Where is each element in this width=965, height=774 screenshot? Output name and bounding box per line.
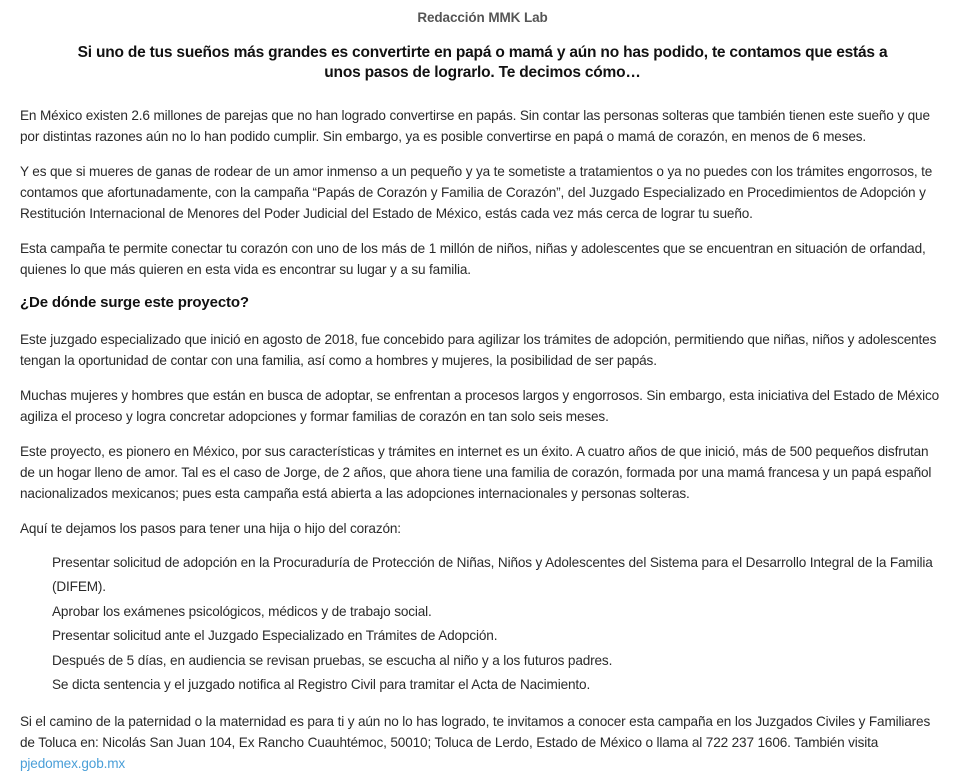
steps-list	[20, 551, 945, 697]
website-link[interactable]: pjedomex.gob.mx	[20, 756, 126, 772]
headline: Si uno de tus sueños más grandes es convertirte en papá o mamá y aún no has podido, te contamos que estás a unos pasos de lograrlo. Te decimos cómo…	[77, 44, 888, 81]
list-item: Presentar solicitud de adopción en la Procuraduría de Protección de Niñas, Niños y Adolescentes del Sistema para el Desarrollo Integral de la Familia (DIFEM).	[52, 555, 933, 595]
paragraph: Aquí te dejamos los pasos para tener una hija o hijo del corazón:	[20, 521, 401, 536]
closing-paragraph	[20, 711, 945, 774]
list-item: Después de 5 días, en audiencia se revisan pruebas, se escucha al niño y a los futuros padres.	[52, 652, 613, 668]
paragraph: Esta campaña te permite conectar tu corazón con uno de los más de 1 millón de niños, niñas y adolescentes que se encuentran en situación de orfandad, quienes lo que más quieren en esta vida es encontrar su lugar y a su familia.	[20, 241, 926, 277]
paragraph: Muchas mujeres y hombres que están en busca de adoptar, se enfrentan a procesos largos y engorrosos. Sin embargo, esta iniciativa del Estado de México agiliza el proceso y logra concretar adopciones y formar familias de corazón en tan solo seis meses.	[20, 388, 940, 424]
paragraph: Este juzgado especializado que inició en agosto de 2018, fue concebido para agilizar los trámites de adopción, permitiendo que niñas, niños y adolescentes tengan la oportunidad de contar con una familia, así como a hombres y mujeres, la posibilidad de ser papás.	[20, 332, 937, 368]
paragraph: En México existen 2.6 millones de parejas que no han logrado convertirse en papás. Sin contar las personas solteras que también tienen este sueño y que por distintas razones aún no lo han podido cumplir. Sin embargo, ya es posible convertirse en papá o mamá de corazón, en menos de 6 meses.	[20, 108, 930, 144]
list-item: Presentar solicitud ante el Juzgado Especializado en Trámites de Adopción.	[52, 628, 498, 644]
section-heading: ¿De dónde surge este proyecto?	[20, 294, 249, 311]
list-item: Se dicta sentencia y el juzgado notifica al Registro Civil para tramitar el Acta de Nacimiento.	[52, 677, 591, 693]
closing-text: Si el camino de la paternidad o la maternidad es para ti y aún no lo has logrado, te invitamos a conocer esta campaña en los Juzgados Civiles y Familiares de Toluca en: Nicolás San Juan 104, Ex Rancho Cuauhtémoc, 50010; Toluca de Lerdo, Estado de México o llama al 722 237 1606. También visita	[20, 714, 931, 751]
byline: Redacción MMK Lab	[417, 10, 548, 25]
paragraph: Este proyecto, es pionero en México, por sus características y trámites en internet es un éxito. A cuatro años de que inició, más de 500 pequeños disfrutan de un hogar lleno de amor. Tal es el caso de Jorge, de 2 años, que ahora tiene una familia de corazón, formada por una mamá francesa y un papá español nacionalizados mexicanos; pues esta campaña está abierta a las adopciones internacionales y personas solteras.	[20, 444, 932, 501]
list-item: Aprobar los exámenes psicológicos, médicos y de trabajo social.	[52, 603, 432, 619]
article-body	[20, 105, 945, 774]
paragraph: Y es que si mueres de ganas de rodear de un amor inmenso a un pequeño y ya te sometiste a tratamientos o ya no puedes con los trámites engorrosos, te contamos que afortunadamente, con la campaña “Papás de Corazón y Familia de Corazón”, del Juzgado Especializado en Procedimientos de Adopción y Restitución Internacional de Menores del Poder Judicial del Estado de México, estás cada vez más cerca de lograr tu sueño.	[20, 164, 933, 221]
